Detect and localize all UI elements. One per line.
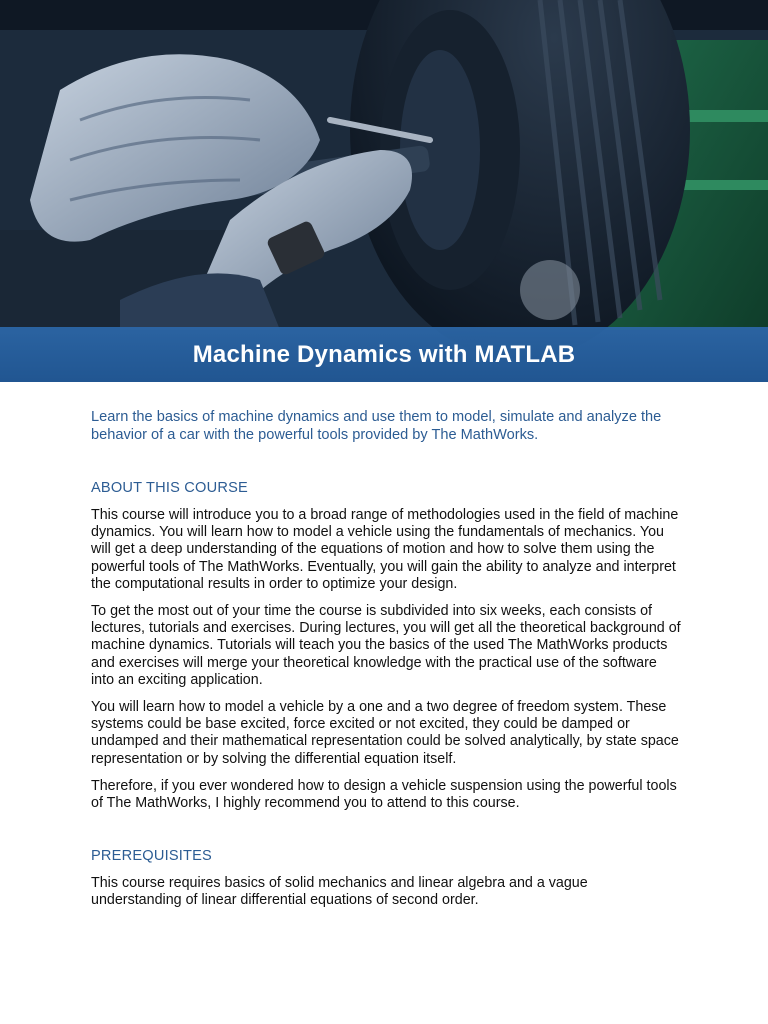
intro-text: Learn the basics of machine dynamics and use them to model, simulate and analyze the behavior of a car with the powerful tools provided by The MathWorks.	[91, 409, 662, 443]
prerequisites-heading: PREREQUISITES	[91, 848, 212, 865]
title-band	[0, 327, 768, 382]
page-title: Machine Dynamics with MATLAB	[192, 340, 576, 368]
about-paragraph: Therefore, if you ever wondered how to design a vehicle suspension using the powerful tools of The MathWorks, I highly recommend you to attend to this course.	[91, 777, 677, 812]
about-paragraph: You will learn how to model a vehicle by a one and a two degree of freedom system. These systems could be base excited, force excited or not excited, they could be damped or undamped and their mathematical representation could be solved analytically, by state space representation or by solving the differential equation itself.	[91, 699, 679, 767]
about-heading: ABOUT THIS COURSE	[91, 480, 248, 496]
prerequisites-paragraph: This course requires basics of solid mechanics and linear algebra and a vague understanding of linear differential equations of second order.	[91, 875, 588, 909]
course-description	[91, 408, 681, 920]
mechanic-tire-photo	[0, 0, 768, 382]
about-paragraph: To get the most out of your time the course is subdivided into six weeks, each consists of lectures, tutorials and exercises. During lectures, you will get all the theoretical background of machine dynamics. Tutorials will teach you the basics of the used The MathWorks products and exercises will merge your theoretical knowledge with the practical use of the software into an exciting application.	[91, 603, 681, 688]
about-paragraph: This course will introduce you to a broad range of methodologies used in the field of machine dynamics. You will learn how to model a vehicle using the fundamentals of mechanics. You will get a deep understanding of the equations of motion and how to solve them using the powerful tools of The MathWorks. Eventually, you will gain the ability to analyze and interpret the computational results in order to optimize your design.	[91, 507, 679, 592]
hero-image	[0, 0, 768, 382]
